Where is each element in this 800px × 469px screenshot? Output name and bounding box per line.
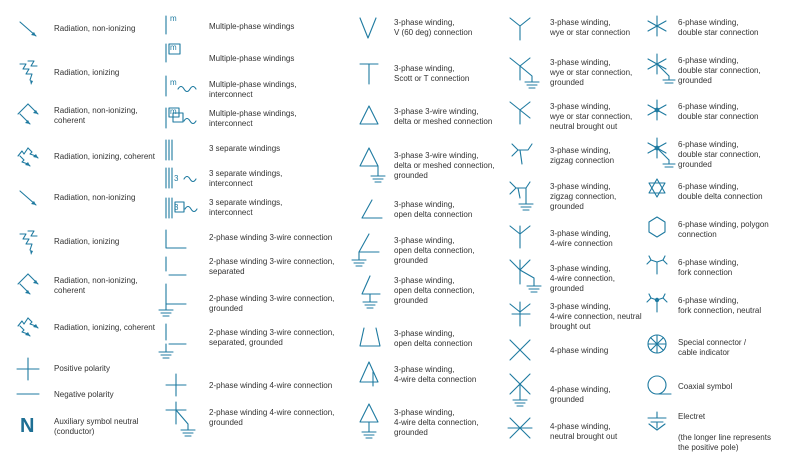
symbol-3phase-zigzag[interactable] xyxy=(500,140,645,172)
symbol-3phase-4wire-delta-grounded[interactable] xyxy=(350,400,500,444)
polygon-connection-icon xyxy=(645,214,675,244)
separate-windings-interconnect-boxed-icon xyxy=(164,196,204,222)
symbol-label: Positive polarity xyxy=(54,364,111,373)
symbol-label: Radiation, ionizing, coherent xyxy=(54,323,155,332)
four-phase-neutral-icon xyxy=(508,416,538,446)
symbol-electret[interactable] xyxy=(645,410,800,458)
symbol-label: Special connector / cable indicator xyxy=(678,338,747,357)
open-delta-grounded-icon xyxy=(354,272,394,312)
symbol-label: Auxiliary symbol neutral (conductor) xyxy=(54,417,139,436)
symbol-label: Radiation, ionizing xyxy=(54,68,120,77)
winding-tag: m xyxy=(170,107,177,116)
symbol-6phase-double-star-grounded[interactable] xyxy=(645,52,800,88)
symbol-label: 3 separate windings, interconnect xyxy=(209,169,283,188)
four-phase-icon xyxy=(508,338,538,366)
symbol-label: 2-phase winding 4-wire connection xyxy=(209,381,333,390)
symbol-positive-polarity[interactable] xyxy=(0,356,160,382)
symbol-label: 6-phase winding, fork connection xyxy=(678,258,739,277)
symbol-label: 3-phase winding, open delta connection xyxy=(394,200,473,219)
symbol-label: 3-phase winding, open delta connection, grounded xyxy=(394,276,475,305)
symbol-label: 2-phase winding 3-wire connection, grounded xyxy=(209,294,335,313)
symbol-label: Radiation, non-ionizing xyxy=(54,193,136,202)
symbol-label: 6-phase winding, double star connection xyxy=(678,102,759,121)
two-phase-3wire-grounded-icon xyxy=(154,282,194,320)
winding-tag: m xyxy=(170,43,177,52)
symbol-label: 6-phase winding, double star connection xyxy=(678,18,759,37)
positive-polarity-icon xyxy=(14,356,44,382)
symbol-label: Radiation, ionizing xyxy=(54,237,120,246)
symbol-radiation-ionizing-coherent[interactable] xyxy=(0,140,160,172)
double-delta-icon xyxy=(645,176,675,206)
symbol-coaxial[interactable] xyxy=(645,374,800,400)
symbol-label: 3-phase winding, 4-wire connection, neutral brought out xyxy=(550,302,642,331)
symbol-3phase-open-delta[interactable] xyxy=(350,194,500,224)
symbol-4phase[interactable] xyxy=(500,338,645,366)
symbol-label: 3-phase winding, 4-wire connection xyxy=(550,229,613,248)
four-wire-delta-grounded-icon xyxy=(356,400,396,444)
symbol-label: 2-phase winding 3-wire connection xyxy=(209,233,333,242)
symbol-3phase-v-connection[interactable] xyxy=(350,12,500,42)
symbol-label: 4-phase winding xyxy=(550,346,609,355)
symbol-3phase-4wire-neutral[interactable] xyxy=(500,298,645,334)
symbol-3-separate-windings[interactable] xyxy=(160,138,350,164)
fork-connection-neutral-icon xyxy=(645,290,675,320)
symbol-3phase-wye-neutral[interactable] xyxy=(500,98,645,130)
symbol-6phase-polygon[interactable] xyxy=(645,214,800,244)
symbol-3phase-open-delta-grounded-2[interactable] xyxy=(350,272,500,312)
symbol-3phase-wye-grounded[interactable] xyxy=(500,54,645,94)
delta-connection-icon xyxy=(358,102,388,132)
symbol-label: 6-phase winding, double star connection, grounded xyxy=(678,140,761,169)
symbol-label: 3-phase winding, 4-wire delta connection, grounded xyxy=(394,408,479,437)
symbol-2phase-3wire[interactable] xyxy=(150,228,350,252)
symbol-label: 3-phase winding, 4-wire connection, grounded xyxy=(550,264,615,293)
symbol-label: 6-phase winding, double delta connection xyxy=(678,182,763,201)
two-phase-4wire-grounded-icon xyxy=(164,400,204,442)
symbol-label: 3-phase winding, Scott or T connection xyxy=(394,64,470,83)
symbol-3phase-open-delta-2[interactable] xyxy=(350,322,500,352)
symbol-2phase-3wire-separated[interactable] xyxy=(150,255,350,281)
four-wire-wye-icon xyxy=(508,222,538,254)
symbol-label: Coaxial symbol xyxy=(678,382,733,391)
symbol-label: 3-phase winding, 4-wire delta connection xyxy=(394,365,477,384)
neutral-symbol-icon: N xyxy=(20,415,35,437)
multiple-phase-winding-icon xyxy=(164,14,194,38)
symbol-4phase-neutral[interactable] xyxy=(500,416,645,446)
symbol-label: 6-phase winding, double star connection, grounded xyxy=(678,56,761,85)
four-wire-wye-neutral-icon xyxy=(508,298,538,334)
symbol-6phase-double-star[interactable] xyxy=(645,12,800,42)
symbol-3phase-3wire-delta[interactable] xyxy=(350,100,500,130)
v-connection-icon xyxy=(358,14,388,44)
radiation-ionizing-coherent-icon xyxy=(14,312,44,342)
symbol-label: Radiation, non-ionizing xyxy=(54,24,136,33)
symbol-label: 3-phase winding, open delta connection xyxy=(394,329,473,348)
wye-connection-icon xyxy=(508,14,538,44)
symbol-3phase-4wire-grounded[interactable] xyxy=(500,256,645,300)
radiation-nonionizing-icon xyxy=(14,16,44,46)
symbol-label: 3-phase 3-wire winding, delta or meshed connection, grounded xyxy=(394,151,495,180)
symbol-2phase-4wire-grounded[interactable] xyxy=(150,400,350,442)
open-delta-grounded-icon xyxy=(349,230,389,270)
negative-polarity-icon xyxy=(14,384,44,406)
symbol-4phase-grounded[interactable] xyxy=(500,372,645,412)
zigzag-connection-icon xyxy=(508,140,538,172)
symbol-label: Multiple-phase windings, interconnect xyxy=(209,109,297,128)
double-star-neutral-grounded-icon xyxy=(645,136,675,172)
symbol-3phase-zigzag-grounded[interactable] xyxy=(500,178,645,218)
coaxial-icon xyxy=(645,374,675,400)
wye-neutral-icon xyxy=(508,98,538,130)
symbol-3-separate-windings-interconnect-1[interactable] xyxy=(160,166,350,194)
symbol-label: 3-phase winding, wye or star connection, neutral brought out xyxy=(550,102,633,131)
four-phase-grounded-icon xyxy=(508,372,538,412)
radiation-ionizing-icon xyxy=(14,58,44,88)
winding-tag: m xyxy=(170,78,177,87)
winding-tag: 3 xyxy=(174,203,179,212)
double-star-grounded-icon xyxy=(645,52,675,88)
symbol-label: 3-phase winding, wye or star connection xyxy=(550,18,631,37)
four-wire-delta-icon xyxy=(358,358,388,390)
symbol-label: 4-phase winding, neutral brought out xyxy=(550,422,618,441)
symbol-3phase-open-delta-grounded-1[interactable] xyxy=(345,230,500,270)
symbol-label: 3-phase winding, zigzag connection, grounded xyxy=(550,182,617,211)
symbol-label: 3-phase winding, zigzag connection xyxy=(550,146,615,165)
radiation-coherent-icon xyxy=(14,270,44,300)
symbol-6phase-double-star-grounded-2[interactable] xyxy=(645,136,800,172)
symbol-label: 3-phase winding, open delta connection, grounded xyxy=(394,236,475,265)
two-phase-4wire-icon xyxy=(164,372,204,398)
symbol-multiple-phase-windings-interconnect-1[interactable] xyxy=(160,74,350,104)
symbol-note: (the longer line represents the positive pole) xyxy=(678,433,771,452)
symbol-multiple-phase-windings-2[interactable] xyxy=(160,42,350,66)
symbol-3phase-4wire-delta[interactable] xyxy=(350,358,500,390)
symbol-multiple-phase-windings-interconnect-2[interactable] xyxy=(160,106,350,136)
symbol-6phase-fork-neutral[interactable] xyxy=(645,290,800,320)
four-wire-wye-grounded-icon xyxy=(506,256,546,300)
radiation-ionizing-coherent-icon xyxy=(14,142,44,172)
symbol-label: Radiation, non-ionizing, coherent xyxy=(54,276,138,295)
radiation-nonionizing-icon xyxy=(14,185,44,215)
two-phase-3wire-separated-grounded-icon xyxy=(154,322,194,362)
multiple-phase-winding-boxed-icon xyxy=(164,42,194,66)
special-connector-icon xyxy=(645,332,675,362)
separate-windings-interconnect-icon xyxy=(164,166,204,192)
double-star-neutral-icon xyxy=(645,98,675,128)
symbol-2phase-3wire-grounded[interactable] xyxy=(150,282,350,320)
scott-t-connection-icon xyxy=(358,60,388,90)
symbol-label: 2-phase winding 4-wire connection, grounded xyxy=(209,408,335,427)
electret-icon xyxy=(645,410,677,440)
symbol-auxiliary-neutral[interactable] xyxy=(0,412,160,442)
symbol-multiple-phase-windings-1[interactable] xyxy=(160,12,350,36)
radiation-ionizing-icon xyxy=(14,228,44,258)
symbol-negative-polarity[interactable] xyxy=(0,384,160,406)
symbol-3phase-3wire-delta-grounded[interactable] xyxy=(350,142,500,186)
symbol-label: 2-phase winding 3-wire connection, separated xyxy=(209,257,335,276)
wye-connection-grounded-icon xyxy=(506,54,546,94)
two-phase-3wire-icon xyxy=(164,228,204,252)
separate-windings-icon xyxy=(164,138,194,164)
symbol-label: 3-phase 3-wire winding, delta or meshed connection xyxy=(394,107,493,126)
symbol-3-separate-windings-interconnect-2[interactable] xyxy=(160,196,350,224)
symbol-label: 4-phase winding, grounded xyxy=(550,385,611,404)
delta-connection-grounded-icon xyxy=(356,144,396,188)
symbol-6phase-double-star-2[interactable] xyxy=(645,96,800,126)
winding-tag: m xyxy=(170,14,177,23)
symbol-2phase-3wire-separated-grounded[interactable] xyxy=(150,322,350,362)
open-delta-trapezoid-icon xyxy=(358,324,388,354)
symbol-radiation-nonionizing-2[interactable] xyxy=(0,183,160,215)
symbol-label: Negative polarity xyxy=(54,390,114,399)
symbol-6phase-fork[interactable] xyxy=(645,252,800,282)
double-star-icon xyxy=(645,14,675,44)
symbol-radiation-nonionizing[interactable] xyxy=(0,14,160,46)
symbol-6phase-double-delta[interactable] xyxy=(645,176,800,206)
symbol-label: 6-phase winding, polygon connection xyxy=(678,220,769,239)
symbol-label: 3-phase winding, wye or star connection, grounded xyxy=(550,58,633,87)
symbol-radiation-ionizing-coherent-2[interactable] xyxy=(0,310,160,342)
symbol-label: 3-phase winding, V (60 deg) connection xyxy=(394,18,473,37)
radiation-coherent-icon xyxy=(14,100,44,130)
symbol-3phase-4wire[interactable] xyxy=(500,222,645,254)
symbol-radiation-ionizing[interactable] xyxy=(0,56,160,88)
two-phase-3wire-separated-icon xyxy=(164,255,204,281)
symbol-3phase-scott-t[interactable] xyxy=(350,58,500,88)
symbol-label: 3 separate windings xyxy=(209,144,281,153)
symbol-radiation-coherent[interactable] xyxy=(0,98,160,130)
winding-tag: 3 xyxy=(174,174,179,183)
symbol-label: Multiple-phase windings xyxy=(209,22,295,31)
symbol-label: Radiation, non-ionizing, coherent xyxy=(54,106,138,125)
symbol-radiation-ionizing-2[interactable] xyxy=(0,226,160,258)
symbol-radiation-coherent-2[interactable] xyxy=(0,268,160,300)
symbol-label: Multiple-phase windings xyxy=(209,54,295,63)
symbol-3phase-wye[interactable] xyxy=(500,12,645,42)
symbol-label: 6-phase winding, fork connection, neutral xyxy=(678,296,762,315)
open-delta-icon xyxy=(358,196,388,226)
symbol-label: Electret xyxy=(678,412,706,421)
symbol-label: Multiple-phase windings, interconnect xyxy=(209,80,297,99)
symbol-label: 2-phase winding 3-wire connection, separated, grounded xyxy=(209,328,335,347)
zigzag-connection-grounded-icon xyxy=(506,178,546,218)
symbol-special-connector[interactable] xyxy=(645,332,800,362)
symbol-label: 3 separate windings, interconnect xyxy=(209,198,283,217)
symbol-label: Radiation, ionizing, coherent xyxy=(54,152,155,161)
fork-connection-icon xyxy=(645,252,675,282)
symbol-2phase-4wire[interactable] xyxy=(150,372,350,398)
